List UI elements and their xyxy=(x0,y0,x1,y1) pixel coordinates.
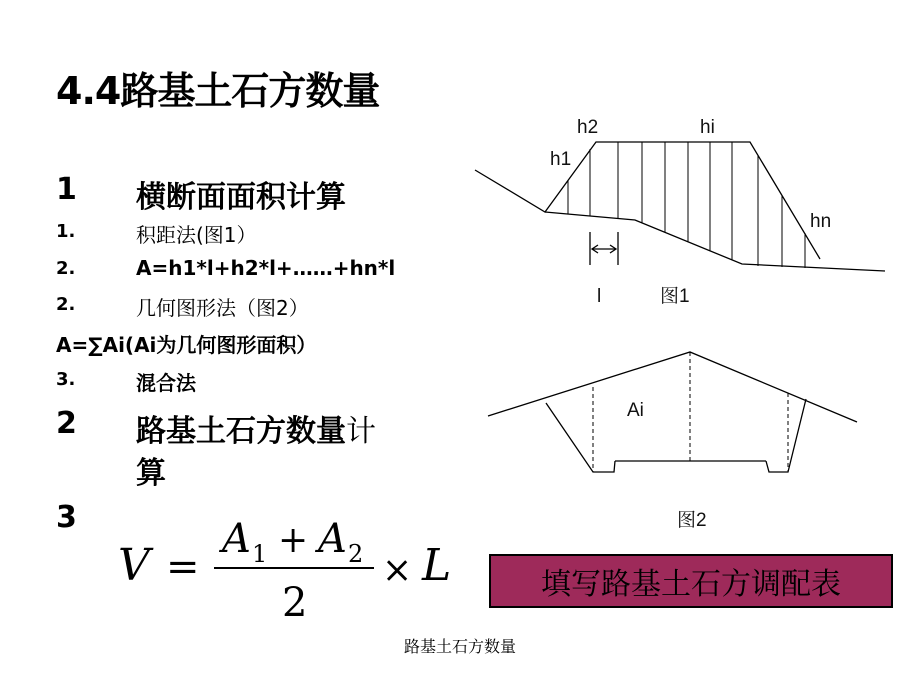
volume-formula xyxy=(108,508,468,628)
page-title: 4.4路基土石方数量 xyxy=(56,69,380,113)
item-2-text: A=h1*l+h2*l+……+hn*l xyxy=(136,256,396,280)
section-1-number: 1 xyxy=(56,172,77,207)
section-2-label-bold: 路基土石方数量 xyxy=(136,414,346,449)
item-2-number: 2. xyxy=(56,258,76,279)
figure-1-caption: 图1 xyxy=(660,286,690,307)
label-hi: hi xyxy=(700,117,715,138)
item-3-number: 2. xyxy=(56,294,76,315)
allocation-table-label: 填写路基土石方调配表 xyxy=(541,567,841,602)
formula-a1: A xyxy=(222,516,251,562)
formula-v: V xyxy=(118,540,150,591)
label-ai: Ai xyxy=(627,400,644,421)
section-3-number: 3 xyxy=(56,500,77,535)
section-2-number: 2 xyxy=(56,406,77,441)
figure-2-caption: 图2 xyxy=(677,510,707,531)
label-h2: h2 xyxy=(577,117,599,138)
label-l: l xyxy=(597,286,602,307)
formula-denominator: 2 xyxy=(282,580,308,626)
allocation-table-button[interactable] xyxy=(489,554,893,608)
left-ditch xyxy=(546,403,615,472)
cross-section-figures xyxy=(470,105,900,545)
section-2-label-tail: 计 xyxy=(346,414,376,449)
item-4-number: 3. xyxy=(56,369,76,390)
section-2-label-line2: 算 xyxy=(136,456,166,491)
formula-times: × xyxy=(382,550,413,591)
formula-sub1: 1 xyxy=(252,540,268,568)
ground-surface xyxy=(488,352,857,422)
section-2-label xyxy=(136,406,376,450)
formula-a2: A xyxy=(318,516,347,562)
figure-1 xyxy=(475,142,885,271)
section-1-label: 横断面面积计算 xyxy=(136,180,346,215)
item-1-text: 积距法(图1） xyxy=(136,223,257,247)
right-ditch xyxy=(766,399,806,472)
formula-plus: + xyxy=(278,520,309,561)
formula-l: L xyxy=(422,540,452,591)
label-h1: h1 xyxy=(550,149,572,170)
item-4-text: 混合法 xyxy=(136,371,196,395)
label-hn: hn xyxy=(810,211,832,232)
division-lines xyxy=(593,352,788,472)
formula-sub2: 2 xyxy=(348,540,364,568)
figure-2 xyxy=(488,352,857,472)
footer-title: 路基土石方数量 xyxy=(403,637,516,656)
item-3-text: 几何图形法（图2） xyxy=(136,296,309,320)
item-1-number: 1. xyxy=(56,221,76,242)
ground-line xyxy=(545,212,885,271)
fill-outline xyxy=(475,142,820,259)
area-sum-formula: A=∑Ai(Ai为几何图形面积） xyxy=(56,333,317,357)
formula-equals: = xyxy=(166,544,200,590)
